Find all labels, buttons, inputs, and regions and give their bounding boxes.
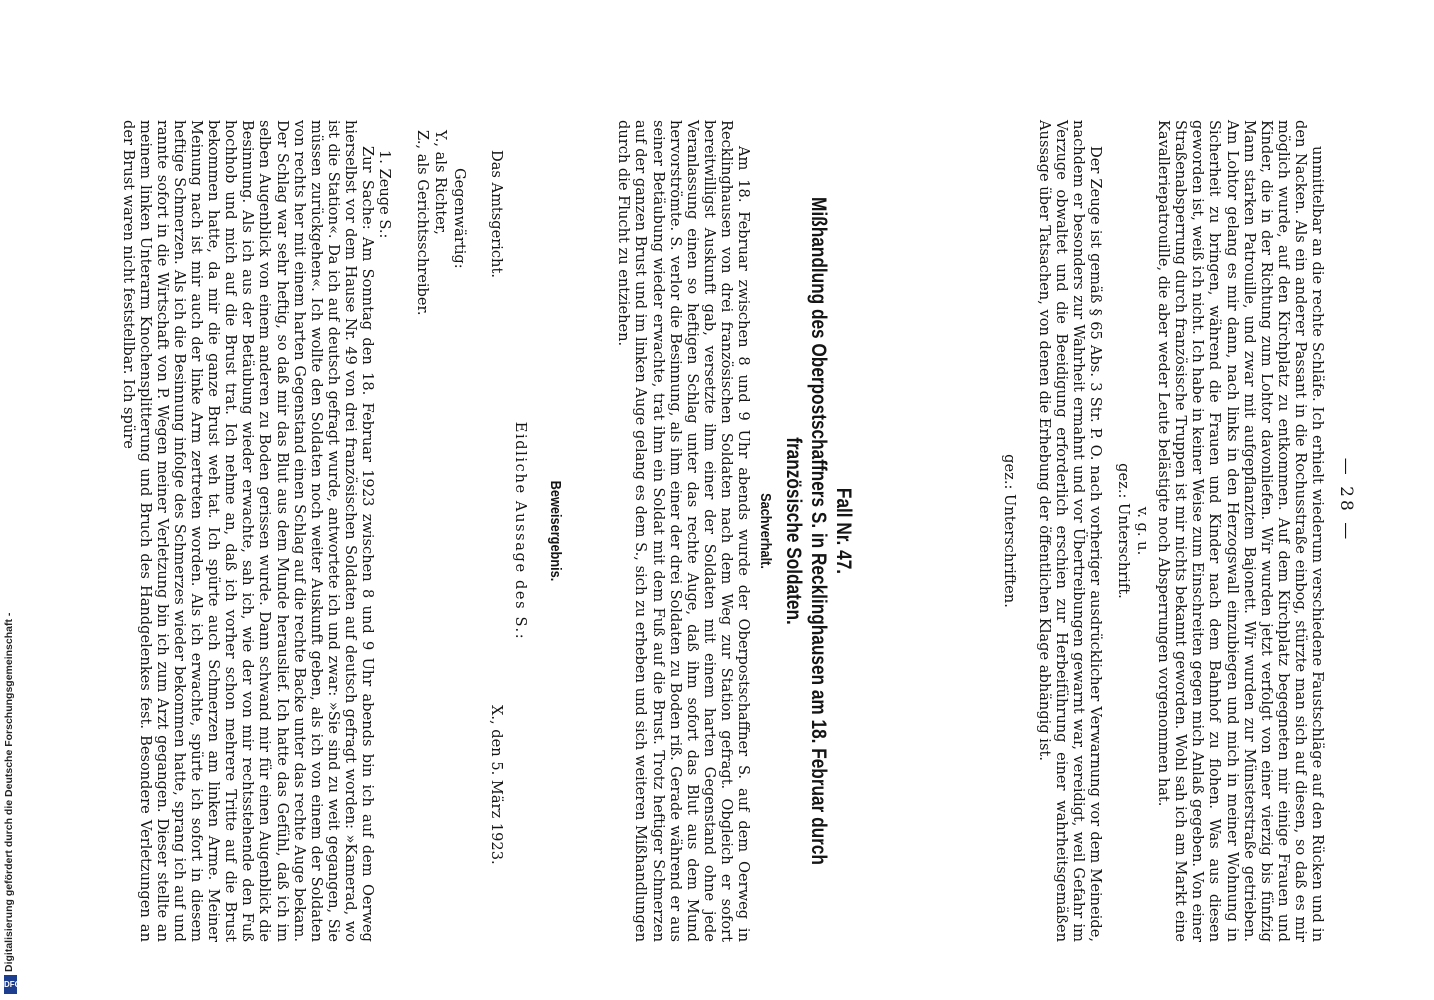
witness-heading: 1. Zeuge S.: [376, 150, 393, 239]
clerk-line: Z., als Gerichtsschreiber. [414, 130, 431, 316]
vgu-note: v. g. u. [1134, 506, 1151, 556]
sachverhalt-text: Am 18. Februar zwischen 8 und 9 Uhr abends wurde der Oberpostschaffner S. auf dem Oerweg in Recklinghausen von drei französischen Soldaten nach dem Weg zur Station gefragt. Obgleich er sofort bereitwilligst Auskunft gab, versetzte ihm einer der Soldaten mit einem harten Gegenstand ohne jede Veranlassung einen so heftigen Schlag unter das rechte Auge, daß ihm sofort das Blut aus dem Mund hervorströmte. S. verlor die Besinnung, als ihm einer der drei Soldaten zu Boden riß. Gerade während er aus seiner Betäubung wieder erwachte, trat ihm ein Soldat mit dem Fuß auf die Brust. Trotz heftiger Schmerzen auf der ganzen Brust und im linken Auge gelang es dem S., sich zu erheben und sich weiteren Mißhandlungen durch die Flucht zu entziehen. [615, 120, 752, 942]
case-title: Fall Nr. 47. [832, 487, 855, 575]
court-name: Das Amtsgericht. [488, 150, 505, 278]
eidliche-aussage: Eidliche Aussage des S.: [512, 421, 529, 641]
present-label: Gegenwärtig: [451, 168, 468, 269]
case-subtitle: Mißhandlung des Oberpostschaffners S. in Recklinghausen am 18. Februar durch französische Soldaten. [782, 197, 830, 865]
page-number: — 28 — [1336, 457, 1356, 543]
footer-credit: Digitalisierung gefördert durch die Deutsche Forschungsgemeinschaft - [3, 612, 15, 972]
beweis-heading: Beweisergebnis. [547, 480, 564, 582]
dfg-logo: DFG [4, 975, 17, 994]
digitization-footer [2, 6, 20, 996]
continuation-paragraph: unmittelbar an die rechte Schläfe. Ich erhielt wiederum verschiedene Faustschläge auf den Rücken und in den Nacken. Als ein anderer Passant in die Rochusstraße einbog, stürzte man sich auf diesen, so daß es mir möglich wurde, auf den Kirchplatz zu entkommen. Auf dem Kirchplatz begegneten mir einige Frauen und Kinder, die in der Richtung zum Lohtor davonliefen. Wir wurden jetzt verfolgt von einer vierzig bis fünfzig Mann starken Patrouille, und zwar mit aufgepflanztem Bajonett. Wir wurden zur Münsterstraße getrieben. Am Lohtor gelang es mir dann, nach links in den Herzogswall einzubiegen und mich in meiner Wohnung in Sicherheit zu bringen, während die Frauen und Kinder nach dem Bahnhof zu flohen. Was aus diesen geworden ist, weiß ich nicht. Ich habe in keiner Weise zum Einschreiten gegen mich Anlaß gegeben. Von einer Straßenabsperrung durch französische Truppen ist mir nichts bekannt geworden. Wohl sah ich am Markt eine Kavalleriepatrouille, die aber weder Leute belästigte noch Absperrungen vorgenommen hat. [1155, 120, 1326, 942]
document-date: X., den 5. März 1923. [488, 705, 505, 865]
oath-paragraph: Der Zeuge ist gemäß § 65 Abs. 3 Str. P. O. nach vorheriger ausdrücklicher Verwarnung vor dem Meineide, nachdem er besonders zur Wahrheit ermahnt und vor Übertreibungen gewarnt war, vereidigt, weil Gefahr im Verzuge obwaltet und die Beeidigung erforderlich erschien zur Herbeiführung einer wahrheitsgemäßen Aussage über Tatsachen, von denen die Erhebung der öffentlichen Klage abhängig ist. [1035, 120, 1104, 942]
witness-testimony: Zur Sache: Am Sonntag den 18. Februar 1923 zwischen 8 und 9 Uhr abends bin ich auf dem Oerweg hierselbst vor dem Hause Nr. 49 von drei französischen Soldaten auf deutsch gefragt worden: »Kamerad, wo ist die Station«. Da ich auf deutsch gefragt wurde, antwortete ich und zwar: »Sie sind zu weit gegangen, Sie müssen zurückgehen«. Ich wollte den Soldaten noch weiter Auskunft geben, als ich von einem der Soldaten von rechts her mit einem harten Gegenstand einen Schlag auf die rechte Backe unter das rechte Auge bekam. Der Schlag war sehr heftig, so daß mir das Blut aus dem Munde herauslief. Ich hatte das Gefühl, daß ich im selben Augenblick von einem anderen zu Boden gerissen wurde. Dann schwand mir für einen Augenblick die Besinnung. Als ich aus der Betäubung wieder erwachte, sah ich, wie der von mir rechtsstehende den Fuß hochhob und mich auf die Brust trat. Ich nehme an, daß ich vorher schon mehrere Tritte auf die Brust bekommen hatte, da mir die ganze Brust weh tat. Ich spürte auch Schmerzen am linken Arme. Meiner Meinung nach ist mir auch der linke Arm zertreten worden. Als ich erwachte, spürte ich sofort in diesem heftige Schmerzen. Als ich die Besinnung infolge des Schmerzes wieder bekommen hatte, sprang ich auf und rannte sofort in die Wirtschaft von P. Wegen meiner Verletzung bin ich zum Arzt gegangen. Dieser stellte an meinem linken Unterarm Knochensplitterung und Bruch des Handgelenkes fest. Besondere Verletzungen an der Brust waren nicht feststellbar. Ich spüre [119, 120, 376, 942]
signature-unterschriften: gez.: Unterschriften. [1001, 454, 1018, 608]
judge-line: Y., als Richter, [432, 130, 449, 235]
sachverhalt-heading: Sachverhalt. [757, 493, 774, 569]
signature-unterschrift: gez.: Unterschrift. [1115, 463, 1132, 599]
